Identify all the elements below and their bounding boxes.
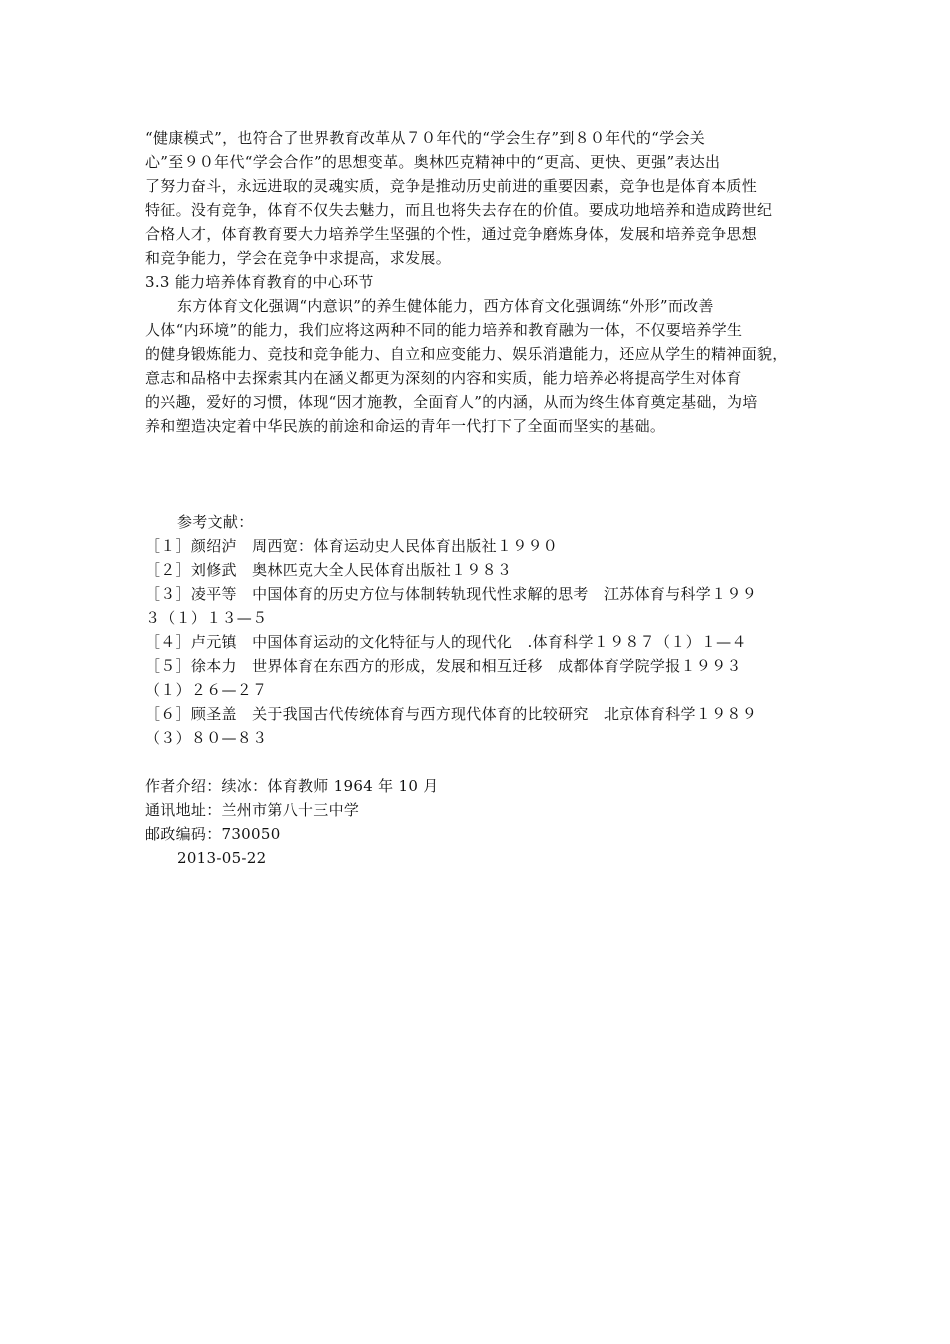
paragraph-line: 的兴趣，爱好的习惯，体现“因才施教，全面育人”的内涵，从而为终生体育奠定基础，为培 [145,393,758,411]
author-postcode: 邮政编码：730050 [145,825,281,843]
reference-item: ［２］刘修武 奥林匹克大全人民体育出版社１９８３ [145,561,513,579]
author-intro: 作者介绍：续冰：体育教师 1964 年 10 月 [145,777,439,795]
reference-item: ［５］徐本力 世界体育在东西方的形成，发展和相互迁移 成都体育学院学报１９９３ [145,657,742,675]
author-info [145,774,815,870]
document-date: 2013-05-22 [177,849,267,867]
paragraph-line: 心”至９０年代“学会合作”的思想变革。奥林匹克精神中的“更高、更快、更强”表达出 [145,153,721,171]
references-title: 参考文献： [177,513,254,531]
paragraph-line: “健康模式”，也符合了世界教育改革从７０年代的“学会生存”到８０年代的“学会关 [145,129,706,147]
paragraph-line: 养和塑造决定着中华民族的前途和命运的青年一代打下了全面而坚实的基础。 [145,417,666,435]
reference-item-continued: ３（１）１３—５ [145,609,268,627]
reference-item: ［６］顾圣盖 关于我国古代传统体育与西方现代体育的比较研究 北京体育科学１９８９ [145,705,758,723]
reference-item: ［４］卢元镇 中国体育运动的文化特征与人的现代化 .体育科学１９８７（１）１—４ [145,633,747,651]
document-page [145,126,815,870]
reference-item-continued: （３）８０—８３ [145,729,268,747]
spacer [145,438,815,510]
paragraph-line: 合格人才，体育教育要大力培养学生坚强的个性，通过竞争磨炼身体，发展和培养竞争思想 [145,225,758,243]
paragraph-line: 了努力奋斗，永远进取的灵魂实质，竞争是推动历史前进的重要因素，竞争也是体育本质性 [145,177,758,195]
paragraph-line: 和竞争能力，学会在竞争中求提高，求发展。 [145,249,452,267]
section-paragraph [145,294,815,438]
reference-item: ［１］颜绍泸 周西宽：体育运动史人民体育出版社１９９０ [145,537,559,555]
reference-item-continued: （１）２６—２７ [145,681,268,699]
spacer [145,750,815,774]
reference-item: ［３］凌平等 中国体育的历史方位与体制转轨现代性求解的思考 江苏体育与科学１９９ [145,585,758,603]
intro-paragraph [145,126,815,270]
paragraph-line: 东方体育文化强调“内意识”的养生健体能力，西方体育文化强调练“外形”而改善 [177,297,714,315]
paragraph-line: 意志和品格中去探索其内在涵义都更为深刻的内容和实质，能力培养必将提高学生对体育 [145,369,742,387]
paragraph-line: 的健身锻炼能力、竞技和竞争能力、自立和应变能力、娱乐消遣能力，还应从学生的精神面貌， [145,345,788,363]
section-heading: 3.3 能力培养体育教育的中心环节 [145,273,374,291]
paragraph-line: 人体“内环境”的能力，我们应将这两种不同的能力培养和教育融为一体，不仅要培养学生 [145,321,743,339]
references-list [145,510,815,750]
author-address: 通讯地址：兰州市第八十三中学 [145,801,360,819]
paragraph-line: 特征。没有竞争，体育不仅失去魅力，而且也将失去存在的价值。要成功地培养和造成跨世纪 [145,201,773,219]
